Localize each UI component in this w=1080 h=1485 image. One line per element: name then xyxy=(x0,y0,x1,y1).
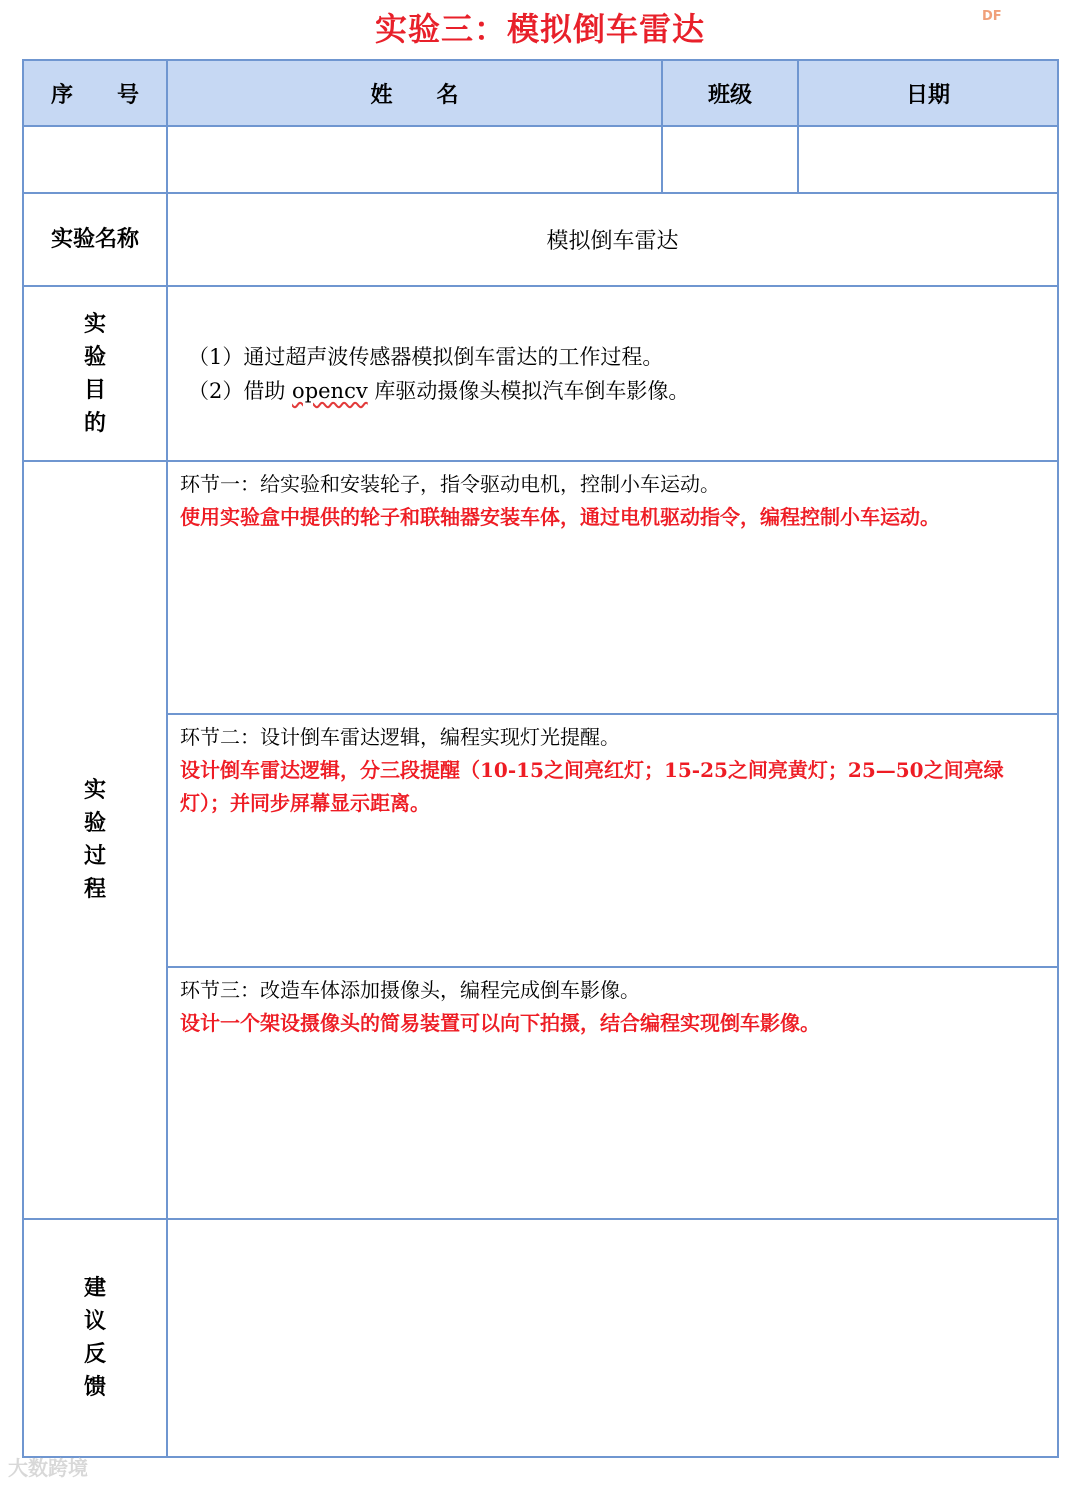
header-row xyxy=(23,60,1058,126)
process-step-row-1 xyxy=(23,461,1058,714)
student-info-row xyxy=(23,126,1058,193)
purpose-label-cell xyxy=(23,286,167,461)
class-cell[interactable] xyxy=(662,126,798,193)
feedback-label: 建议反馈 xyxy=(83,1276,106,1400)
process-step-row-2 xyxy=(23,714,1058,967)
name-cell[interactable] xyxy=(167,126,662,193)
experiment-name-value: 模拟倒车雷达 xyxy=(167,193,1058,286)
experiment-name-row xyxy=(23,193,1058,286)
process-step-row-3 xyxy=(23,967,1058,1219)
process-label: 实验过程 xyxy=(83,778,106,902)
experiment-name-label: 实验名称 xyxy=(23,193,167,286)
process-label-cell xyxy=(23,461,167,1219)
feedback-row xyxy=(23,1219,1058,1457)
feedback-label-cell xyxy=(23,1219,167,1457)
corner-mark: DF xyxy=(982,9,1002,24)
date-cell[interactable] xyxy=(798,126,1058,193)
purpose-content xyxy=(167,286,1058,461)
step-1-detail: 使用实验盒中提供的轮子和联轴器安装车体，通过电机驱动指令，编程控制小车运动。 xyxy=(180,505,940,529)
process-step-3 xyxy=(167,967,1058,1219)
purpose-line-2 xyxy=(188,374,1037,408)
step-3-detail: 设计一个架设摄像头的简易装置可以向下拍摄，结合编程实现倒车影像。 xyxy=(180,1011,820,1035)
purpose-row xyxy=(23,286,1058,461)
page-title: 实验三：模拟倒车雷达 xyxy=(374,10,705,48)
header-name: 姓 名 xyxy=(167,60,662,126)
purpose-line-2-prefix: （2）借助 xyxy=(188,378,293,403)
step-1-heading: 环节一：给实验和安装轮子，指令驱动电机，控制小车运动。 xyxy=(180,472,720,496)
opencv-keyword: opencv xyxy=(292,378,368,403)
purpose-label: 实验目的 xyxy=(83,311,106,436)
experiment-sheet xyxy=(22,59,1059,1458)
header-class: 班级 xyxy=(662,60,798,126)
process-step-2 xyxy=(167,714,1058,967)
purpose-line-1: （1）通过超声波传感器模拟倒车雷达的工作过程。 xyxy=(188,344,664,369)
process-step-1 xyxy=(167,461,1058,714)
header-date: 日期 xyxy=(798,60,1058,126)
feedback-content[interactable] xyxy=(167,1219,1058,1457)
step-2-heading: 环节二：设计倒车雷达逻辑，编程实现灯光提醒。 xyxy=(180,725,620,749)
step-3-heading: 环节三：改造车体添加摄像头，编程完成倒车影像。 xyxy=(180,978,640,1002)
step-2-detail: 设计倒车雷达逻辑，分三段提醒（10-15之间亮红灯；15-25之间亮黄灯；25—50之间亮绿灯）；并同步屏幕显示距离。 xyxy=(180,758,1004,815)
number-cell[interactable] xyxy=(23,126,167,193)
watermark-logo: 大数跨境 xyxy=(8,1456,88,1480)
purpose-line-2-suffix: 库驱动摄像头模拟汽车倒车影像。 xyxy=(367,378,690,403)
header-number: 序 号 xyxy=(23,60,167,126)
